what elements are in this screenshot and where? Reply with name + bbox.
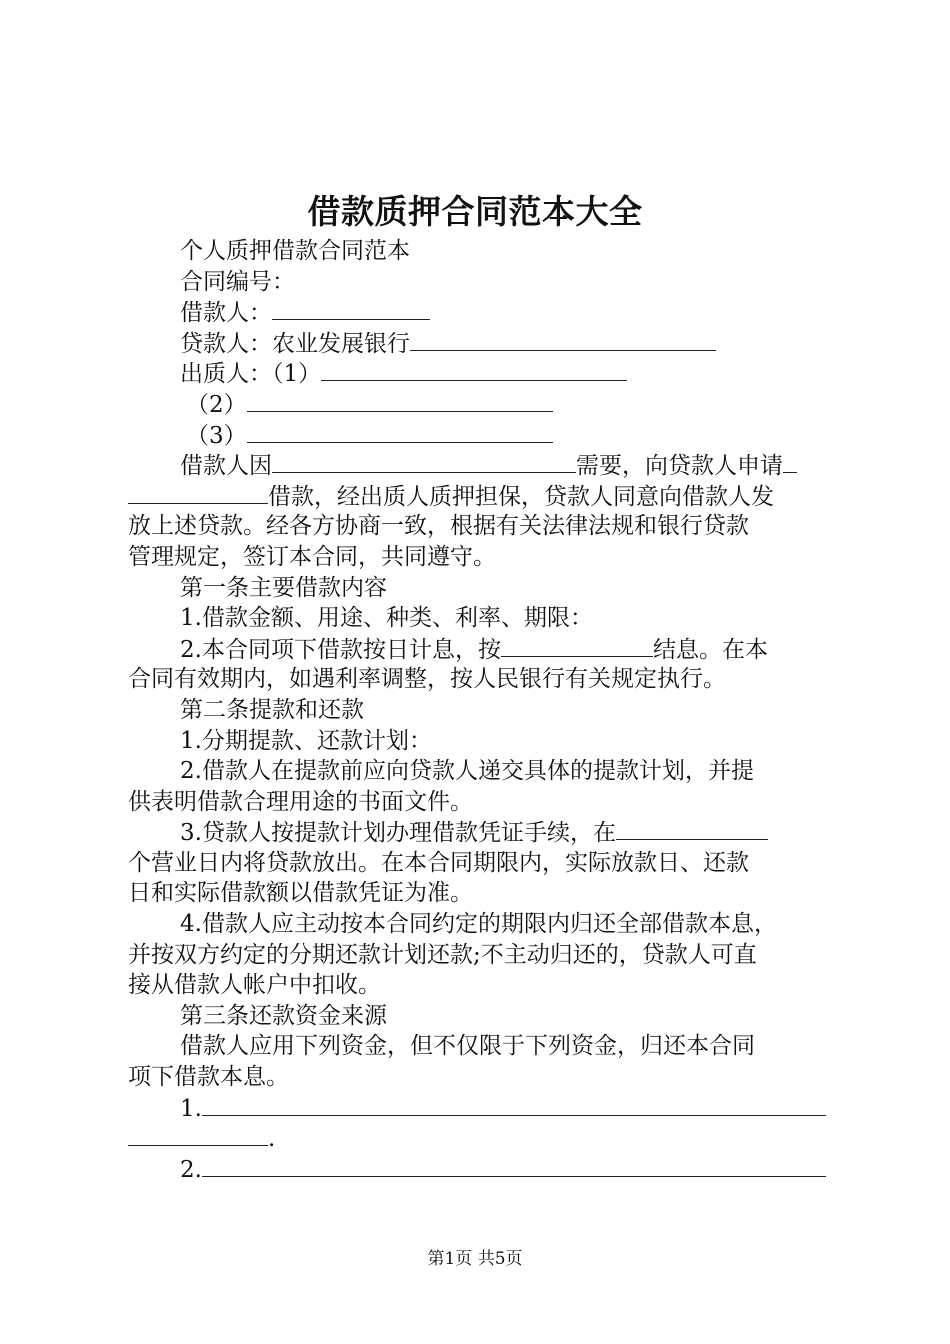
lender-blank: [410, 328, 716, 351]
article-3-item-2-number: 2.: [180, 1156, 202, 1183]
article-1-item-2a: 2.本合同项下借款按日计息，按: [180, 636, 501, 663]
article-3-item-1-cont: [128, 1123, 834, 1154]
article-2-item-4: 4.借款人应主动按本合同约定的期限内归还全部借款本息，: [180, 911, 777, 938]
article-2-item-3a: 3.贷款人按提款计划办理借款凭证手续，在: [180, 820, 616, 847]
article-1-item-2-cont: 合同有效期内，如遇利率调整，按人民银行有关规定执行。: [128, 666, 726, 693]
article-3-para: 借款人应用下列资金，但不仅限于下列资金，归还本合同: [180, 1033, 755, 1060]
loan-amount-blank-start: [783, 450, 797, 473]
business-days-blank: [616, 817, 768, 840]
borrower-line: [128, 297, 834, 328]
article-2-item-2: 2.借款人在提款前应向贷款人递交具体的提款计划，并提: [180, 758, 754, 785]
pledger-3-label: （3）: [186, 422, 247, 449]
subtitle: 个人质押借款合同范本: [180, 238, 410, 264]
article-1-item-2: [128, 634, 834, 665]
interest-method-blank: [501, 634, 653, 657]
article-3-item-1: [128, 1093, 834, 1124]
article-2-item-3: [128, 817, 834, 848]
article-2-item-1: 1.分期提款、还款计划：: [180, 727, 432, 754]
document-body: [128, 236, 834, 1184]
loan-amount-blank: [128, 481, 268, 504]
document-title: 借款质押合同范本大全: [307, 192, 643, 231]
pledger-2-label: （2）: [186, 391, 247, 418]
lender-line: [128, 328, 834, 359]
pledger-2-blank: [247, 389, 553, 412]
article-3-title: 第三条还款资金来源: [180, 1002, 387, 1029]
article-2-item-3-cont-2: 日和实际借款额以借款凭证为准。: [128, 880, 473, 907]
article-2-item-2-cont: 供表明借款合理用途的书面文件。: [128, 788, 473, 815]
article-2-title: 第二条提款和还款: [180, 696, 364, 723]
article-1-item-1: 1.借款金额、用途、种类、利率、期限：: [180, 605, 593, 632]
contract-number-label: 合同编号：: [180, 268, 295, 295]
page-footer: 第1页 共5页: [427, 1249, 523, 1269]
article-2-item-4-cont-1: 并按双方约定的分期还款计划还款;不主动归还的，贷款人可直: [128, 941, 757, 968]
fund-source-2-blank: [202, 1154, 826, 1177]
loan-reason-blank: [272, 450, 576, 473]
pledger-3-blank: [247, 420, 553, 443]
pledger-1-blank: [321, 358, 627, 381]
fund-source-1-blank-cont: [128, 1123, 268, 1146]
intro-text-1b: 需要，向贷款人申请: [576, 453, 783, 480]
article-2-item-4-cont-2: 接从借款人帐户中扣收。: [128, 972, 381, 999]
article-3-item-1-number: 1.: [180, 1095, 202, 1122]
article-3-para-cont: 项下借款本息。: [128, 1064, 289, 1091]
borrower-blank: [272, 297, 430, 320]
intro-text-2: 借款，经出质人质押担保，贷款人同意向借款人发: [268, 483, 774, 510]
pledger-line-3: [128, 420, 834, 451]
article-3-item-2: [128, 1154, 834, 1185]
intro-line-3: 放上述贷款。经各方协商一致，根据有关法律法规和银行贷款: [128, 513, 749, 540]
article-3-item-1-end: .: [268, 1126, 276, 1153]
pledger-label: 出质人：（1）: [180, 361, 322, 388]
intro-line-4: 管理规定，签订本合同，共同遵守。: [128, 543, 496, 570]
fund-source-1-blank: [202, 1093, 826, 1116]
intro-text-1a: 借款人因: [180, 453, 272, 480]
intro-line-1: [128, 450, 834, 481]
article-1-item-2b: 结息。在本: [652, 636, 768, 663]
borrower-label: 借款人：: [180, 300, 272, 327]
pledger-line-2: [128, 389, 834, 420]
article-2-item-3-cont-1: 个营业日内将贷款放出。在本合同期限内，实际放款日、还款: [128, 849, 749, 876]
pledger-line-1: [128, 358, 834, 389]
article-1-title: 第一条主要借款内容: [180, 574, 387, 601]
intro-line-2: [128, 481, 834, 512]
lender-label: 贷款人：农业发展银行: [180, 330, 410, 357]
